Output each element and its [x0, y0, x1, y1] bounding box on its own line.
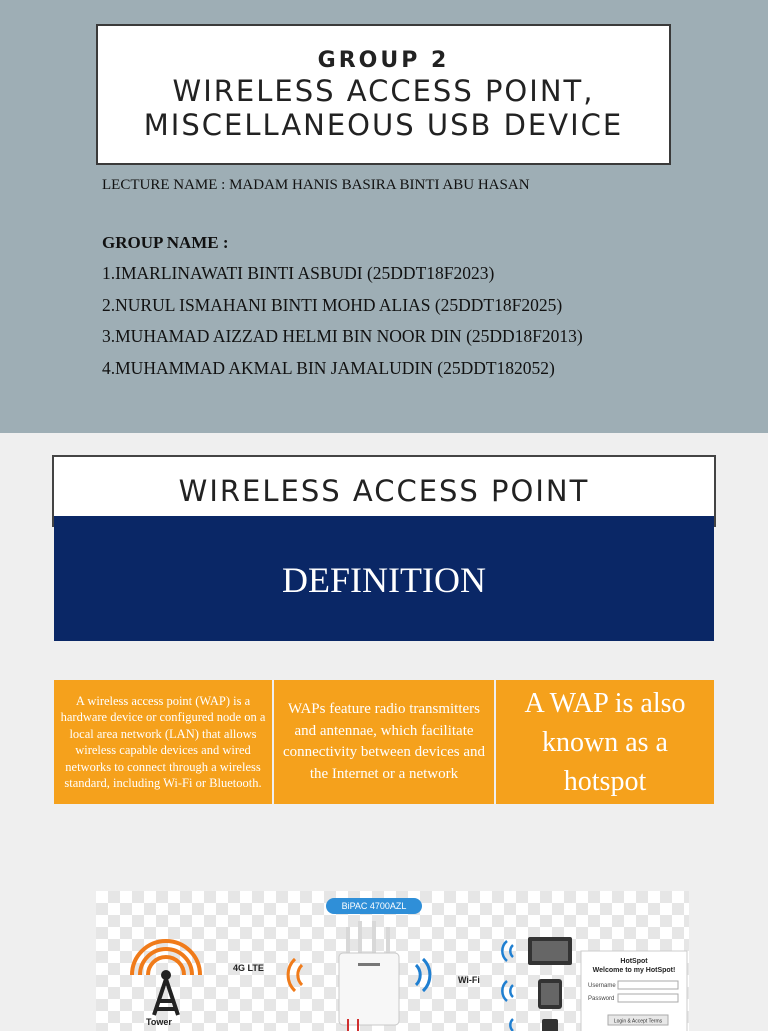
definition-banner: DEFINITION	[54, 516, 714, 641]
device-signal-icon	[502, 941, 513, 1031]
tower-label: Tower	[146, 1017, 172, 1027]
definition-cards	[54, 680, 714, 804]
username-label: Username	[588, 983, 616, 989]
laptop-icon	[528, 937, 572, 965]
wifi-signal-icon	[416, 959, 430, 991]
title-slide	[0, 0, 768, 433]
network-diagram	[96, 891, 689, 1031]
username-field	[618, 981, 678, 989]
definition-card-3	[496, 680, 714, 804]
lte-signal-icon	[288, 959, 302, 991]
password-label: Password	[588, 996, 615, 1002]
card-text: A WAP is also known as a hotspot	[524, 687, 686, 797]
definition-card-2	[274, 680, 494, 804]
title-line-1: WIRELESS ACCESS POINT,	[172, 74, 595, 108]
phone-icon	[542, 1019, 558, 1031]
definition-card-1	[54, 680, 272, 804]
card-text: A wireless access point (WAP) is a hardware device or configured node on a local area network (LAN) that allows wireless capable devices and wired networks to connect through a wireless standard, including Wi-Fi or Bluetooth.	[60, 693, 266, 790]
title-line-2: MISCELLANEOUS USB DEVICE	[143, 108, 624, 142]
group-name-label: GROUP NAME :	[102, 233, 229, 252]
hotspot-portal	[581, 951, 687, 1031]
hotspot-welcome: Welcome to my HotSpot!	[592, 967, 676, 974]
definition-slide	[0, 433, 768, 1027]
card-text: WAPs feature radio transmitters and antennae, which facilitate connectivity between devices and the Internet or a network	[282, 701, 485, 782]
login-label: Login & Accept Terms	[613, 1018, 663, 1025]
lecture-name: LECTURE NAME : MADAM HANIS BASIRA BINTI ABU HASAN	[102, 177, 530, 193]
slide-title: WIRELESS ACCESS POINT	[52, 455, 716, 527]
hotspot-title: HotSpot	[620, 958, 648, 965]
member-list	[102, 262, 583, 388]
lte-label: 4G LTE	[233, 963, 264, 973]
member-item: 3.MUHAMAD AIZZAD HELMI BIN NOOR DIN (25DD18F2013)	[102, 326, 583, 346]
wifi-label: Wi-Fi	[458, 975, 480, 985]
member-item: 4.MUHAMMAD AKMAL BIN JAMALUDIN (25DDT182052)	[102, 357, 555, 378]
password-field	[618, 994, 678, 1002]
member-item: 2.NURUL ISMAHANI BINTI MOHD ALIAS (25DDT18F2025)	[102, 294, 563, 315]
title-box	[96, 24, 671, 165]
member-item: 1.IMARLINAWATI BINTI ASBUDI (25DDT18F2023)	[102, 263, 495, 283]
router-icon	[339, 921, 399, 1031]
tower-icon	[132, 941, 200, 1015]
device-label: BiPAC 4700AZL	[341, 901, 407, 911]
tablet-icon	[538, 979, 562, 1009]
group-label: GROUP 2	[317, 48, 450, 73]
network-diagram-image	[96, 891, 689, 1031]
